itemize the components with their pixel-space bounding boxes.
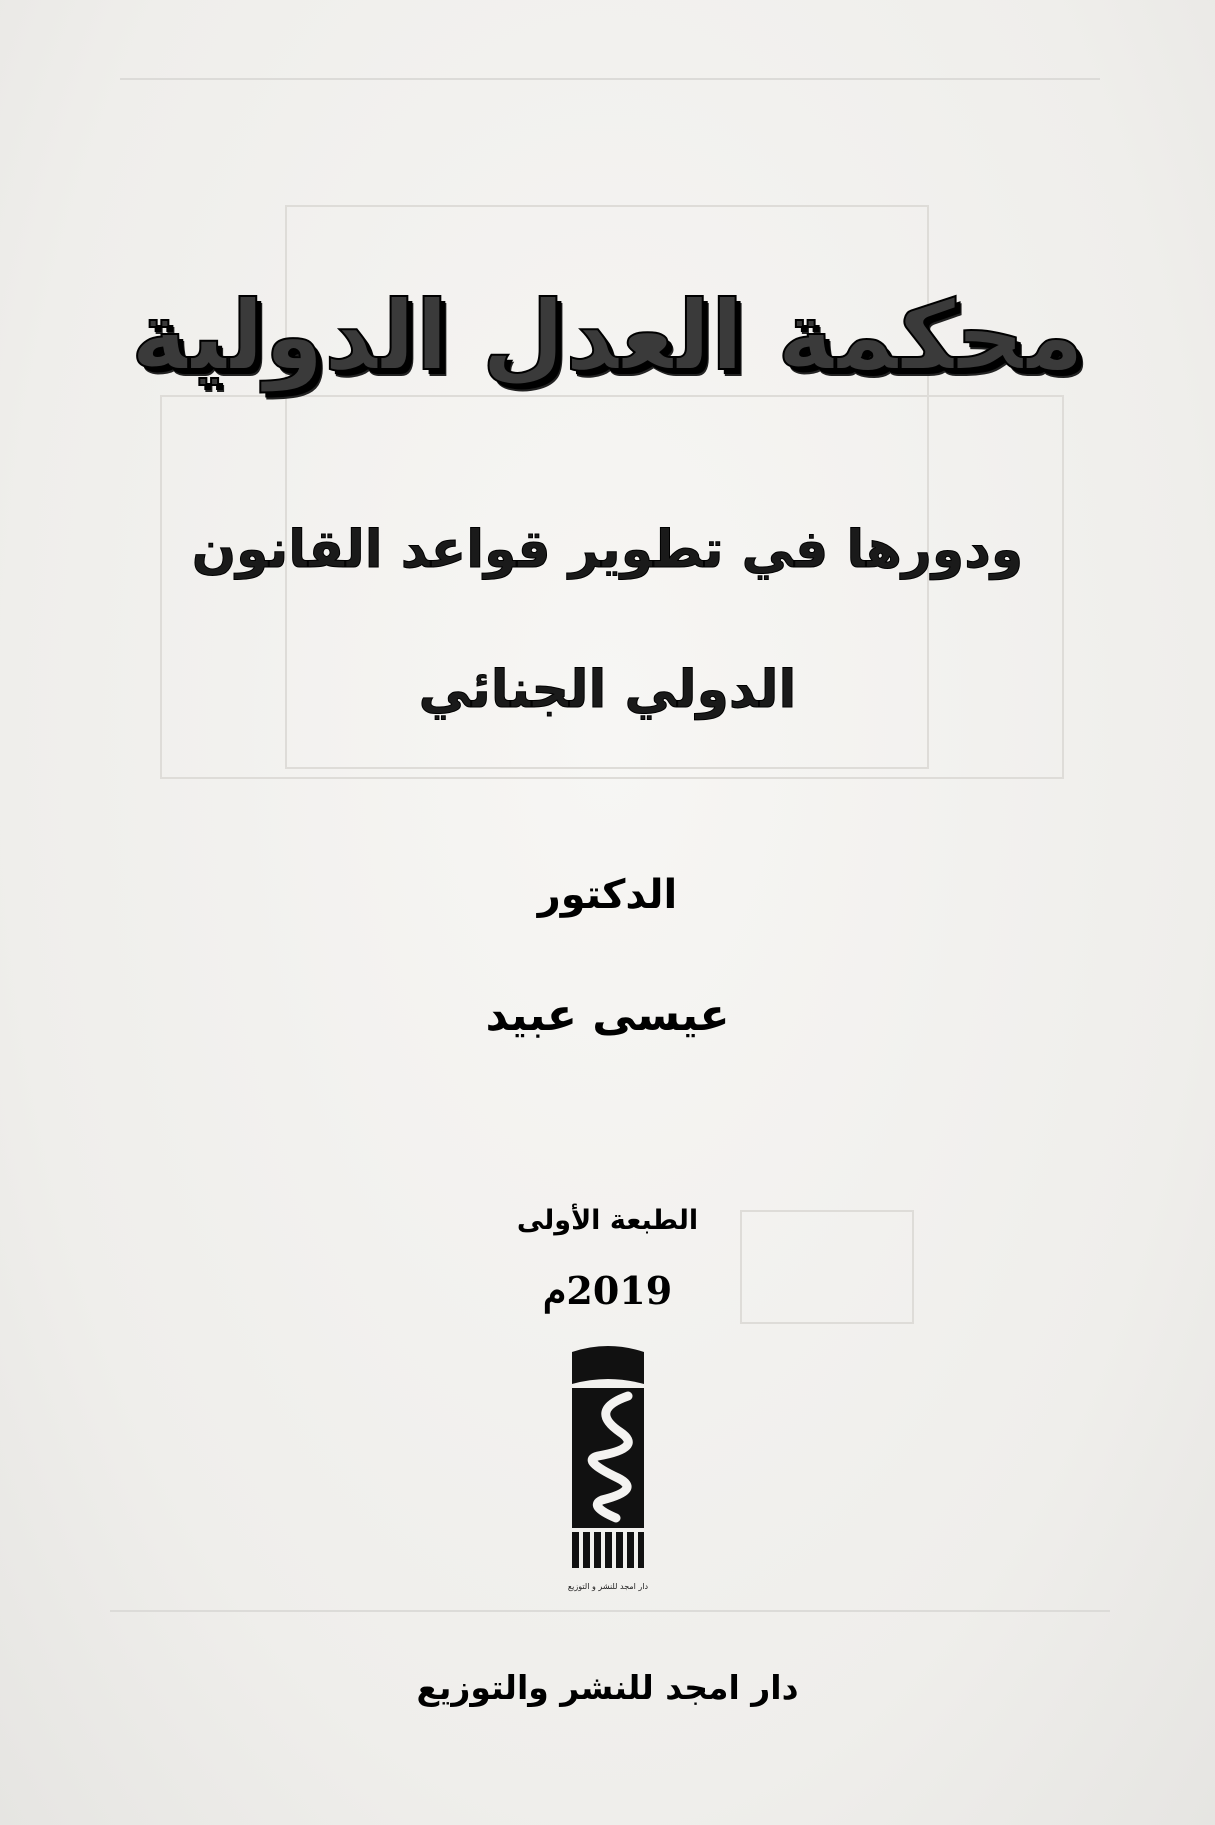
book-title: محكمة العدل الدولية [130, 280, 1085, 392]
bleed-through-rule [120, 78, 1100, 80]
publisher-logo [558, 1340, 658, 1580]
bleed-through-box [160, 395, 1064, 779]
publisher-name: دار امجد للنشر والتوزيع [416, 1668, 799, 1707]
author-name: عيسى عبيد [485, 990, 730, 1041]
publication-year: 2019م [542, 1268, 673, 1313]
bleed-through-rule [110, 1610, 1110, 1612]
book-subtitle-line-2: الدولي الجنائي [418, 660, 797, 720]
edition-label: الطبعة الأولى [516, 1205, 699, 1236]
author-title: الدكتور [537, 872, 678, 918]
book-subtitle-line-1: ودورها في تطوير قواعد القانون [191, 520, 1024, 580]
logo-caption: دار امجد للنشر و التوزيع [567, 1582, 649, 1591]
